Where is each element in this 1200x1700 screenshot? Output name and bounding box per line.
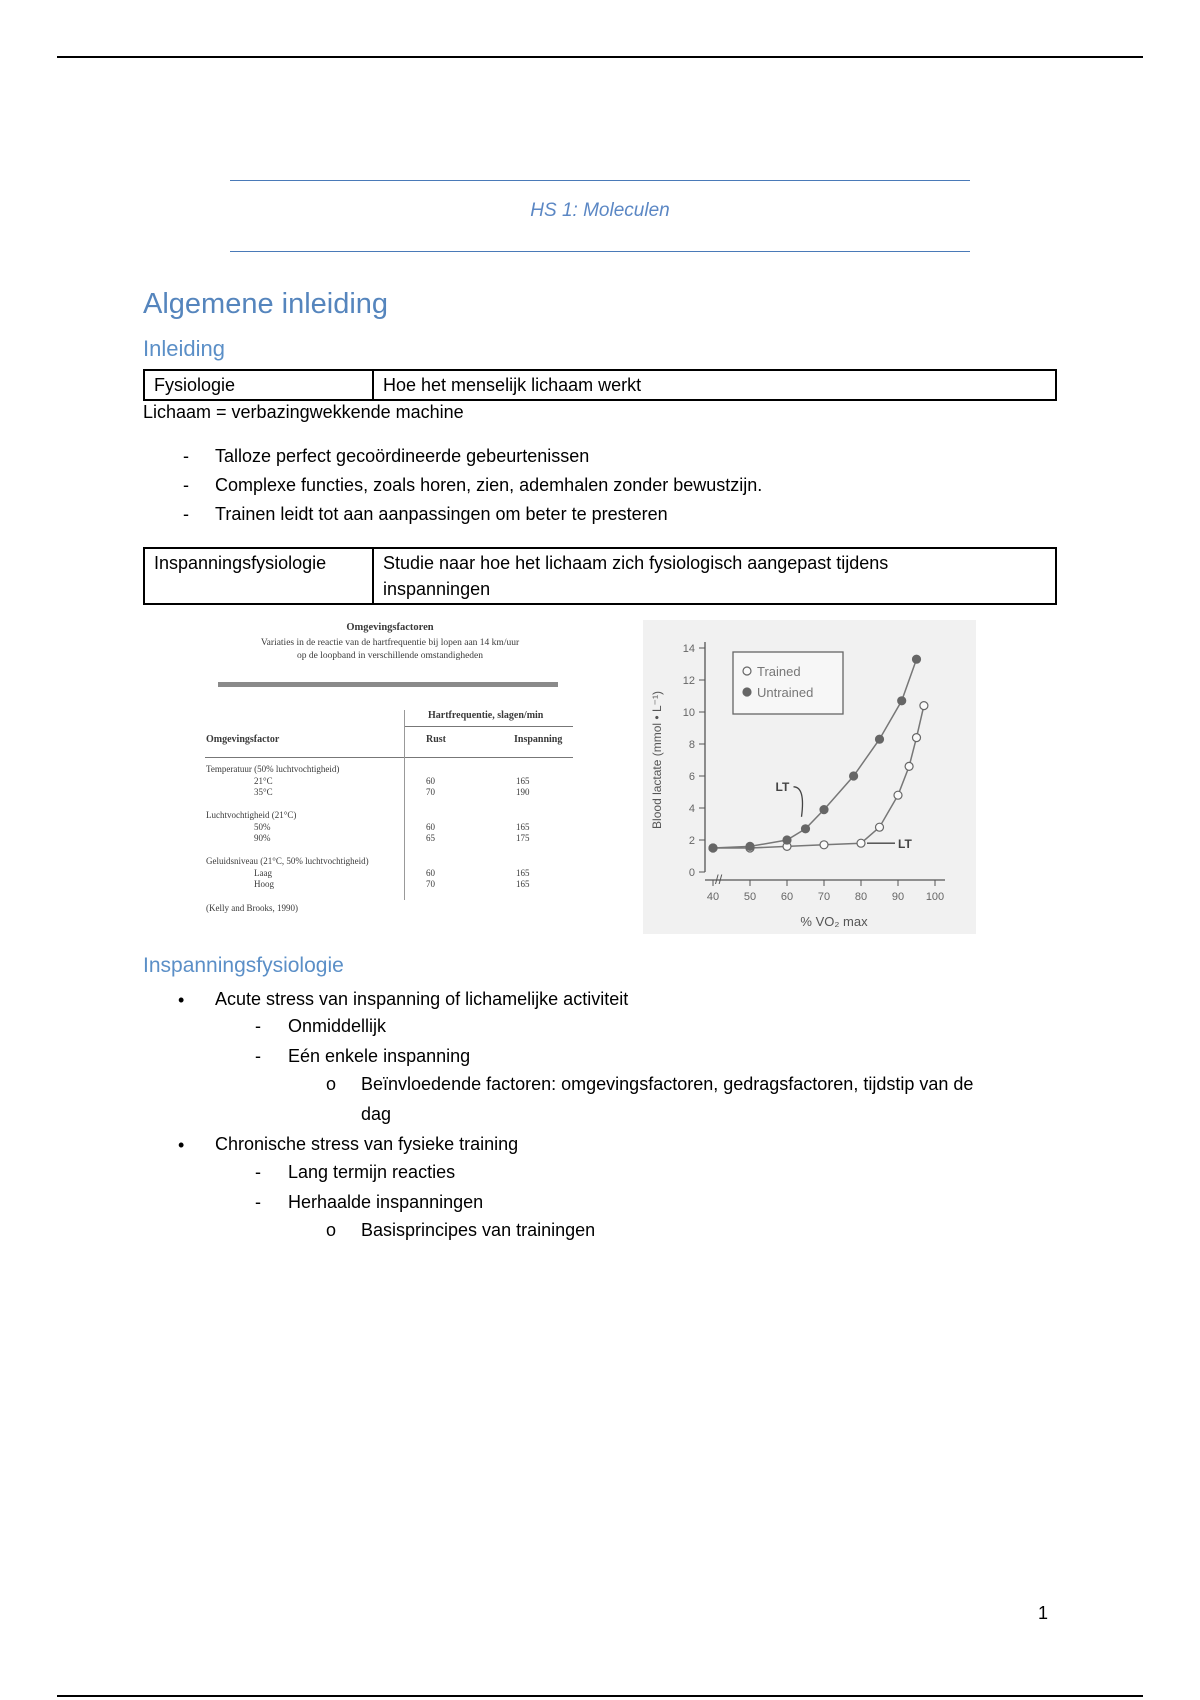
table-image-row-label: 35°C xyxy=(254,787,273,797)
x-tick-label: 100 xyxy=(925,891,945,903)
table-image-cell: 60 xyxy=(426,822,435,832)
x-tick-label: 60 xyxy=(780,891,794,903)
y-tick-label: 0 xyxy=(688,867,695,879)
definition-text: Hoe het menselijk lichaam werkt xyxy=(373,370,1056,400)
circle-marker: o xyxy=(326,1220,337,1240)
dash-marker: - xyxy=(255,1046,261,1066)
lt-arrow-untrained xyxy=(794,787,803,817)
data-point-trained xyxy=(876,823,884,831)
circle-marker: o xyxy=(326,1074,337,1094)
list-item: Eén enkele inspanning xyxy=(288,1046,471,1066)
data-point-trained xyxy=(913,734,921,742)
table-image-title: Omgevingsfactoren xyxy=(346,622,434,633)
data-point-untrained xyxy=(709,844,717,852)
definition-term: Fysiologie xyxy=(144,370,373,400)
data-point-untrained xyxy=(746,842,754,850)
dash-marker: - xyxy=(183,475,189,495)
list-item: Onmiddellijk xyxy=(288,1016,387,1036)
lt-annotation-trained: LT xyxy=(898,837,912,852)
y-tick-label: 4 xyxy=(688,803,695,815)
list-item: Basisprincipes van trainingen xyxy=(361,1220,596,1240)
table-image-cell: 60 xyxy=(426,868,435,878)
subheading-inspanningsfysiologie: Inspanningsfysiologie xyxy=(143,954,344,977)
blood-lactate-chart xyxy=(643,620,976,934)
x-tick-label: 40 xyxy=(706,891,720,903)
list-item: Talloze perfect gecoördineerde gebeurtenissen xyxy=(215,446,590,466)
table-image-col-header: Inspanning xyxy=(514,734,563,745)
data-point-untrained xyxy=(783,836,791,844)
data-point-trained xyxy=(857,839,865,847)
data-point-trained xyxy=(905,762,913,770)
chapter-title: HS 1: Moleculen xyxy=(530,200,670,221)
legend-label-trained: Trained xyxy=(757,664,801,679)
disc-marker: • xyxy=(178,1135,185,1155)
table-image-rule xyxy=(405,726,573,727)
data-point-untrained xyxy=(802,825,810,833)
table-image-row-label: Laag xyxy=(254,868,272,878)
list-item: Acute stress van inspanning of lichamelijke activiteit xyxy=(215,989,629,1009)
dash-marker: - xyxy=(183,504,189,524)
legend-marker-untrained xyxy=(743,688,751,696)
data-point-trained xyxy=(920,702,928,710)
legend-marker-trained xyxy=(743,667,751,675)
definition-table-inspanningsfysiologie xyxy=(143,547,1057,605)
list-item: Lang termijn reacties xyxy=(288,1162,456,1182)
list-item: Chronische stress van fysieke training xyxy=(215,1134,519,1154)
title-rule-top xyxy=(230,180,970,181)
dash-marker: - xyxy=(183,446,189,466)
list-item: Beïnvloedende factoren: omgevingsfactoren, gedragsfactoren, tijdstip van de xyxy=(361,1074,974,1094)
table-image-cell: 165 xyxy=(516,879,530,889)
table-image-cell: 165 xyxy=(516,822,530,832)
table-image-cell: 175 xyxy=(516,833,530,843)
body-line: Lichaam = verbazingwekkende machine xyxy=(143,402,464,422)
x-tick-label: 90 xyxy=(891,891,905,903)
data-point-untrained xyxy=(898,697,906,705)
lt-annotation-untrained: LT xyxy=(775,779,790,794)
y-tick-label: 14 xyxy=(682,643,695,655)
legend-box xyxy=(733,652,843,714)
definition-text-line: inspanningen xyxy=(383,579,491,599)
table-image-col-header: Omgevingsfactor xyxy=(206,734,280,745)
list-item: Complexe functies, zoals horen, zien, ademhalen zonder bewustzijn. xyxy=(215,475,763,495)
data-point-trained xyxy=(820,841,828,849)
x-tick-label: 70 xyxy=(817,891,831,903)
dash-marker: - xyxy=(255,1016,261,1036)
y-tick-label: 12 xyxy=(682,675,695,687)
axis-break: // xyxy=(715,872,723,887)
table-image-group-label: Temperatuur (50% luchtvochtigheid) xyxy=(206,764,340,774)
data-point-untrained xyxy=(850,772,858,780)
table-image-col-header: Rust xyxy=(426,734,447,745)
table-image-subtitle: op de loopband in verschillende omstandigheden xyxy=(297,651,483,661)
table-image-cell: 65 xyxy=(426,833,435,843)
table-image-group-header: Hartfrequentie, slagen/min xyxy=(428,710,544,721)
table-image-rule xyxy=(218,682,558,687)
table-image-row-label: Hoog xyxy=(254,879,274,889)
table-image-source: (Kelly and Brooks, 1990) xyxy=(206,903,298,913)
chart-svg xyxy=(643,620,976,934)
header-rule xyxy=(57,56,1143,58)
dash-marker: - xyxy=(255,1192,261,1212)
legend-label-untrained: Untrained xyxy=(757,685,814,700)
table-image-group-label: Luchtvochtigheid (21°C) xyxy=(206,810,297,820)
series-line-trained xyxy=(713,706,924,848)
table-image-cell: 60 xyxy=(426,776,435,786)
list-item-continuation: dag xyxy=(361,1104,392,1124)
table-image-cell: 70 xyxy=(426,879,435,889)
table-image-cell: 70 xyxy=(426,787,435,797)
table-image-cell: 165 xyxy=(516,776,530,786)
y-tick-label: 6 xyxy=(688,771,695,783)
data-point-untrained xyxy=(913,655,921,663)
x-tick-label: 50 xyxy=(743,891,757,903)
table-image-row-label: 21°C xyxy=(254,776,273,786)
y-tick-label: 8 xyxy=(688,739,695,751)
x-axis-label: % VO₂ max xyxy=(800,914,868,929)
table-image-divider xyxy=(404,710,405,900)
table-image-cell: 190 xyxy=(516,787,530,797)
dash-marker: - xyxy=(255,1162,261,1182)
page-number: 1 xyxy=(1038,1603,1049,1623)
list-item: Herhaalde inspanningen xyxy=(288,1192,484,1212)
data-point-untrained xyxy=(820,806,828,814)
section-heading: Algemene inleiding xyxy=(143,288,389,320)
definition-text xyxy=(373,548,1056,604)
y-tick-label: 10 xyxy=(682,707,695,719)
disc-marker: • xyxy=(178,990,185,1010)
definition-table-fysiologie xyxy=(143,369,1057,401)
table-image-rule xyxy=(205,757,573,758)
subheading-inleiding: Inleiding xyxy=(143,336,225,361)
table-image-group-label: Geluidsniveau (21°C, 50% luchtvochtigheid) xyxy=(206,856,369,866)
y-tick-label: 2 xyxy=(688,835,695,847)
y-axis-label: Blood lactate (mmol • L⁻¹) xyxy=(650,691,664,829)
definition-term: Inspanningsfysiologie xyxy=(144,548,373,604)
data-point-trained xyxy=(894,791,902,799)
x-tick-label: 80 xyxy=(854,891,868,903)
definition-text-line: Studie naar hoe het lichaam zich fysiologisch aangepast tijdens xyxy=(383,553,889,573)
table-image-row-label: 90% xyxy=(254,833,271,843)
data-point-untrained xyxy=(876,735,884,743)
table-image-subtitle: Variaties in de reactie van de hartfrequentie bij lopen aan 14 km/uur xyxy=(260,638,520,648)
title-rule-bottom xyxy=(230,251,970,252)
table-image-row-label: 50% xyxy=(254,822,271,832)
table-image-cell: 165 xyxy=(516,868,530,878)
footer-rule xyxy=(57,1695,1143,1697)
environment-factors-table-image xyxy=(200,620,580,920)
list-item: Trainen leidt tot aan aanpassingen om beter te presteren xyxy=(215,504,668,524)
